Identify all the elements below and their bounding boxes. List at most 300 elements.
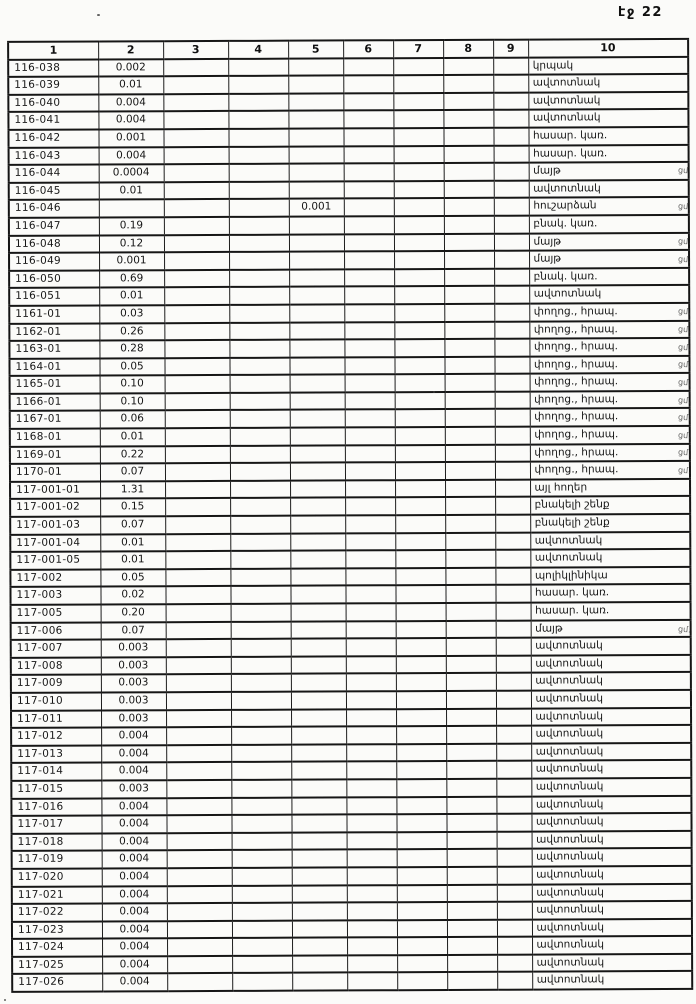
cell-col7: [396, 691, 446, 709]
cell-landuse: փողոց., հրապ.: [529, 320, 689, 338]
cell-col4: [229, 340, 289, 358]
cell-col9: [495, 462, 530, 480]
cell-landuse: ավտոտնակ: [529, 285, 689, 303]
cell-col8: [446, 673, 496, 691]
cell-col4: [230, 586, 290, 604]
cell-col7: [396, 673, 446, 691]
cell-col3: [164, 164, 229, 182]
cell-col5-area: [289, 164, 344, 182]
cell-col5-area: [288, 58, 343, 76]
cell-col8: [445, 497, 495, 515]
cell-code: 117-026: [12, 974, 102, 992]
cell-col5-area: [290, 410, 345, 428]
cell-code: 117-001-04: [10, 534, 100, 552]
cell-col8: [446, 796, 496, 814]
cell-col9: [497, 919, 532, 937]
cell-col8: [446, 620, 496, 638]
cell-col7: [394, 181, 444, 199]
cell-col6: [347, 920, 397, 938]
cell-landuse: բնակելի շենք: [530, 514, 690, 532]
cell-col3: [167, 903, 232, 921]
cell-col8: [444, 198, 494, 216]
cell-col3: [165, 481, 230, 499]
cell-col9: [496, 708, 531, 726]
cell-col5-area: [291, 815, 346, 833]
cell-col4: [229, 217, 289, 235]
cell-col7: [395, 533, 445, 551]
cell-col6: [347, 867, 397, 885]
cell-col9: [497, 954, 532, 972]
cell-col4: [229, 287, 289, 305]
cell-landuse: ավտոտնակ: [532, 848, 692, 866]
cell-col6: [346, 814, 396, 832]
cell-col4: [229, 181, 289, 199]
cell-col5-area: [291, 779, 346, 797]
cell-col8: [445, 462, 495, 480]
cell-col4: [228, 58, 288, 76]
cell-col4: [232, 920, 292, 938]
cell-col3: [163, 76, 228, 94]
cell-col3: [166, 709, 231, 727]
cell-code: 117-010: [11, 692, 101, 710]
cell-col9: [497, 972, 532, 990]
cell-col3: [164, 322, 229, 340]
table-wrap: [7, 38, 692, 993]
cell-col7: [395, 427, 445, 445]
cell-col7: [395, 409, 445, 427]
cell-col8: [444, 321, 494, 339]
cell-landuse: այլ հողեր: [530, 479, 690, 497]
cell-col5-area: [290, 551, 345, 569]
cell-col7: [394, 321, 444, 339]
cell-col5-area: [289, 304, 344, 322]
column-header: 5: [288, 40, 343, 58]
cell-col7: [397, 832, 447, 850]
cell-col9: [496, 814, 531, 832]
cell-col8: [446, 726, 496, 744]
cell-area: 0.003: [101, 710, 166, 728]
cell-col9: [494, 233, 529, 251]
cell-col5-area: [292, 903, 347, 921]
cell-code: 117-001-03: [10, 517, 100, 535]
cell-code: 117-014: [11, 763, 101, 781]
cell-code: 116-044: [9, 165, 99, 183]
cell-col3: [166, 692, 231, 710]
cell-col3: [167, 850, 232, 868]
cell-landuse: ավտոտնակ: [531, 637, 691, 655]
cell-col8: [443, 57, 493, 75]
cell-landuse: փողոց., հրապ.: [530, 461, 690, 479]
column-header: 9: [493, 40, 528, 58]
cell-col9: [495, 567, 530, 585]
cell-col9: [494, 145, 529, 163]
cell-col4: [232, 973, 292, 991]
cell-col3: [166, 762, 231, 780]
cell-col4: [231, 815, 291, 833]
cell-col9: [495, 374, 530, 392]
cell-col4: [228, 93, 288, 111]
cell-landuse: բնակելի շենք: [530, 496, 690, 514]
cell-code: 117-002: [10, 569, 100, 587]
cell-col6: [344, 339, 394, 357]
cell-col4: [232, 956, 292, 974]
cell-col6: [345, 515, 395, 533]
cell-landuse: ավտոտնակ: [531, 655, 691, 673]
cell-col9: [494, 286, 529, 304]
cell-col7: [393, 128, 443, 146]
cell-col4: [230, 498, 290, 516]
cell-code: 117-024: [12, 939, 102, 957]
cell-landuse: ավտոտնակ: [531, 725, 691, 743]
cell-col8: [447, 955, 497, 973]
cell-col3: [163, 111, 228, 129]
cell-col8: [445, 532, 495, 550]
cell-col7: [397, 902, 447, 920]
cell-col3: [166, 797, 231, 815]
column-header: 7: [393, 40, 443, 58]
cell-landuse: հասար. կառ.: [531, 602, 691, 620]
cell-code: 117-022: [12, 904, 102, 922]
cell-col8: [446, 708, 496, 726]
cell-col5-area: [289, 252, 344, 270]
cell-col3: [164, 270, 229, 288]
cell-code: 1161-01: [9, 305, 99, 323]
cell-col5-area: [289, 181, 344, 199]
cell-col6: [345, 410, 395, 428]
cell-col3: [165, 410, 230, 428]
cell-col9: [493, 110, 528, 128]
cell-col7: [394, 357, 444, 375]
cell-col9: [496, 779, 531, 797]
cell-col9: [497, 867, 532, 885]
scan-artifact: [97, 14, 100, 16]
cell-col3: [165, 498, 230, 516]
cell-col7: [397, 884, 447, 902]
cell-col4: [230, 481, 290, 499]
cell-col8: [444, 251, 494, 269]
cell-col5-area: [289, 234, 344, 252]
cell-col9: [495, 444, 530, 462]
cell-col6: [344, 216, 394, 234]
cell-landuse: հասար. կառ.: [530, 584, 690, 602]
cell-col6: [345, 462, 395, 480]
cell-col9: [496, 673, 531, 691]
cell-col4: [231, 656, 291, 674]
cell-col5-area: [290, 586, 345, 604]
cell-code: 116-049: [9, 253, 99, 271]
cell-col8: [447, 867, 497, 885]
cell-col4: [232, 850, 292, 868]
cell-area: 0.12: [99, 235, 164, 253]
cell-col5-area: [290, 568, 345, 586]
cell-col3: [165, 569, 230, 587]
cell-landuse: ավտոտնակ: [531, 672, 691, 690]
cell-col9: [493, 128, 528, 146]
cell-col3: [165, 446, 230, 464]
cell-area: 0.20: [101, 604, 166, 622]
cell-col4: [230, 375, 290, 393]
cell-col7: [396, 726, 446, 744]
cell-area: 0.004: [102, 938, 167, 956]
cell-col7: [396, 656, 446, 674]
cell-col8: [446, 603, 496, 621]
cell-col9: [494, 216, 529, 234]
cell-code: 116-042: [8, 129, 98, 147]
cell-area: 0.004: [102, 974, 167, 992]
cell-col4: [229, 322, 289, 340]
cell-col8: [444, 304, 494, 322]
cell-col6: [344, 269, 394, 287]
column-header: 4: [228, 41, 288, 59]
cell-col9: [494, 268, 529, 286]
cell-col6: [345, 445, 395, 463]
cell-area: 0.003: [101, 780, 166, 798]
cell-col6: [344, 163, 394, 181]
cell-col6: [347, 902, 397, 920]
cell-col5-area: [291, 639, 346, 657]
cell-col5-area: [291, 744, 346, 762]
cell-col6: [347, 955, 397, 973]
cell-area: 0.02: [100, 587, 165, 605]
cell-col3: [164, 146, 229, 164]
cell-area: 0.004: [102, 833, 167, 851]
cell-code: 117-001-02: [10, 499, 100, 517]
cell-code: 1163-01: [9, 341, 99, 359]
cell-col8: [446, 744, 496, 762]
cell-col7: [396, 603, 446, 621]
cell-col5-area: [289, 357, 344, 375]
cell-col3: [167, 956, 232, 974]
cell-col6: [344, 251, 394, 269]
cell-col4: [230, 551, 290, 569]
cell-col7: [394, 146, 444, 164]
cell-code: 116-038: [8, 59, 98, 77]
cell-area: 0.03: [99, 305, 164, 323]
cell-col7: [396, 638, 446, 656]
cell-area: 0.003: [101, 657, 166, 675]
cell-landuse: մայթ: [529, 250, 689, 268]
cell-col6: [346, 709, 396, 727]
cell-col8: [447, 937, 497, 955]
cell-col6: [344, 234, 394, 252]
cell-col7: [395, 568, 445, 586]
cell-col9: [495, 391, 530, 409]
cell-col8: [443, 128, 493, 146]
cell-col4: [231, 762, 291, 780]
cell-col8: [444, 145, 494, 163]
cell-code: 116-041: [8, 112, 98, 130]
cell-col3: [163, 94, 228, 112]
cell-landuse: փողոց., հրապ.: [529, 356, 689, 374]
margin-annotation: ցմ.: [677, 447, 692, 458]
cell-col4: [231, 797, 291, 815]
cell-col4: [228, 76, 288, 94]
cell-code: 116-048: [9, 235, 99, 253]
cell-col3: [167, 921, 232, 939]
cell-col6: [346, 603, 396, 621]
cell-col7: [397, 849, 447, 867]
cell-col8: [445, 409, 495, 427]
cell-col4: [232, 868, 292, 886]
cell-col6: [346, 744, 396, 762]
cell-col8: [443, 110, 493, 128]
cell-code: 116-046: [9, 200, 99, 218]
cell-col8: [447, 884, 497, 902]
cell-landuse: ավտոտնակ: [528, 92, 688, 110]
cell-landuse: ավտոտնակ: [530, 532, 690, 550]
cell-col6: [346, 691, 396, 709]
cell-col5-area: [292, 955, 347, 973]
cell-col3: [165, 428, 230, 446]
cell-col6: [343, 58, 393, 76]
cell-col7: [394, 339, 444, 357]
cell-col4: [230, 410, 290, 428]
cell-landuse: ավտոտնակ: [532, 866, 692, 884]
cell-code: 117-008: [11, 657, 101, 675]
cell-col6: [343, 111, 393, 129]
cell-col8: [446, 761, 496, 779]
land-parcel-table: [7, 38, 693, 993]
cell-col3: [167, 885, 232, 903]
cell-col7: [395, 497, 445, 515]
cell-code: 116-045: [9, 182, 99, 200]
cell-landuse: ավտոտնակ: [532, 954, 692, 972]
cell-col4: [230, 568, 290, 586]
margin-annotation: ցմ.: [677, 306, 692, 317]
cell-landuse: փողոց., հրապ.: [529, 338, 689, 356]
cell-col4: [229, 146, 289, 164]
cell-col5-area: [289, 146, 344, 164]
cell-col5-area: [292, 867, 347, 885]
cell-col6: [346, 779, 396, 797]
cell-col6: [344, 357, 394, 375]
cell-col5-area: [292, 885, 347, 903]
cell-col6: [347, 885, 397, 903]
cell-area: 0.10: [100, 393, 165, 411]
cell-code: 116-047: [9, 217, 99, 235]
cell-col7: [395, 480, 445, 498]
cell-col4: [228, 129, 288, 147]
page-number-label: էջ 22: [618, 5, 663, 20]
cell-area: 0.004: [101, 727, 166, 745]
table-body: [8, 57, 692, 992]
cell-col8: [447, 919, 497, 937]
cell-col5-area: [292, 832, 347, 850]
cell-col5-area: [290, 515, 345, 533]
cell-col5-area: [289, 216, 344, 234]
cell-landuse: ավտոտնակ: [531, 743, 691, 761]
cell-col7: [393, 93, 443, 111]
cell-col9: [495, 497, 530, 515]
cell-col4: [229, 164, 289, 182]
cell-code: 117-016: [11, 798, 101, 816]
cell-code: 116-050: [9, 270, 99, 288]
cell-col3: [164, 287, 229, 305]
cell-landuse: ավտոտնակ: [531, 778, 691, 796]
cell-code: 117-001-05: [10, 552, 100, 570]
cell-col3: [165, 586, 230, 604]
cell-col5-area: [291, 691, 346, 709]
cell-col7: [395, 392, 445, 410]
cell-landuse: ավտոտնակ: [530, 549, 690, 567]
cell-code: 1164-01: [9, 358, 99, 376]
cell-col5-area: [288, 111, 343, 129]
cell-col9: [496, 638, 531, 656]
cell-col3: [163, 59, 228, 77]
cell-col8: [445, 515, 495, 533]
cell-col4: [230, 393, 290, 411]
cell-landuse: փողոց., հրապ.: [530, 373, 690, 391]
cell-col7: [395, 585, 445, 603]
cell-col6: [344, 146, 394, 164]
cell-col9: [494, 180, 529, 198]
cell-area: 0.004: [98, 94, 163, 112]
cell-landuse: ավտոտնակ: [532, 831, 692, 849]
cell-col4: [231, 780, 291, 798]
cell-col3: [166, 780, 231, 798]
cell-col4: [229, 269, 289, 287]
cell-area: 0.01: [98, 76, 163, 94]
cell-area: 0.003: [101, 639, 166, 657]
cell-col9: [493, 57, 528, 75]
cell-col9: [494, 321, 529, 339]
cell-col7: [396, 797, 446, 815]
cell-col9: [497, 884, 532, 902]
cell-col3: [166, 657, 231, 675]
cell-landuse: պոլիկլինիկա: [530, 567, 690, 585]
column-header: 10: [528, 39, 688, 57]
cell-landuse: ավտոտնակ: [532, 936, 692, 954]
cell-col4: [230, 463, 290, 481]
cell-col8: [443, 93, 493, 111]
cell-col8: [445, 392, 495, 410]
cell-col7: [394, 286, 444, 304]
cell-area: 0.07: [101, 622, 166, 640]
cell-area: 0.06: [100, 411, 165, 429]
cell-col5-area: [289, 287, 344, 305]
cell-col7: [395, 374, 445, 392]
cell-col7: [396, 814, 446, 832]
cell-col8: [445, 444, 495, 462]
cell-col9: [494, 251, 529, 269]
cell-col4: [231, 639, 291, 657]
cell-col3: [164, 199, 229, 217]
cell-col3: [166, 815, 231, 833]
cell-col6: [345, 480, 395, 498]
cell-col8: [445, 550, 495, 568]
cell-code: 117-001-01: [10, 481, 100, 499]
cell-col4: [232, 903, 292, 921]
cell-col8: [445, 585, 495, 603]
cell-area: 0.004: [101, 763, 166, 781]
cell-area: 0.10: [100, 375, 165, 393]
cell-col4: [231, 692, 291, 710]
cell-col9: [495, 409, 530, 427]
cell-col5-area: [291, 762, 346, 780]
cell-col5-area: [291, 603, 346, 621]
cell-col4: [231, 744, 291, 762]
cell-col8: [444, 268, 494, 286]
cell-col6: [344, 304, 394, 322]
cell-landuse: փողոց., հրապ.: [529, 303, 689, 321]
cell-landuse: կրպակ: [528, 57, 688, 75]
cell-col9: [495, 550, 530, 568]
cell-col6: [344, 322, 394, 340]
cell-col7: [395, 445, 445, 463]
cell-col5-area: [292, 920, 347, 938]
cell-col8: [444, 339, 494, 357]
cell-col7: [397, 920, 447, 938]
